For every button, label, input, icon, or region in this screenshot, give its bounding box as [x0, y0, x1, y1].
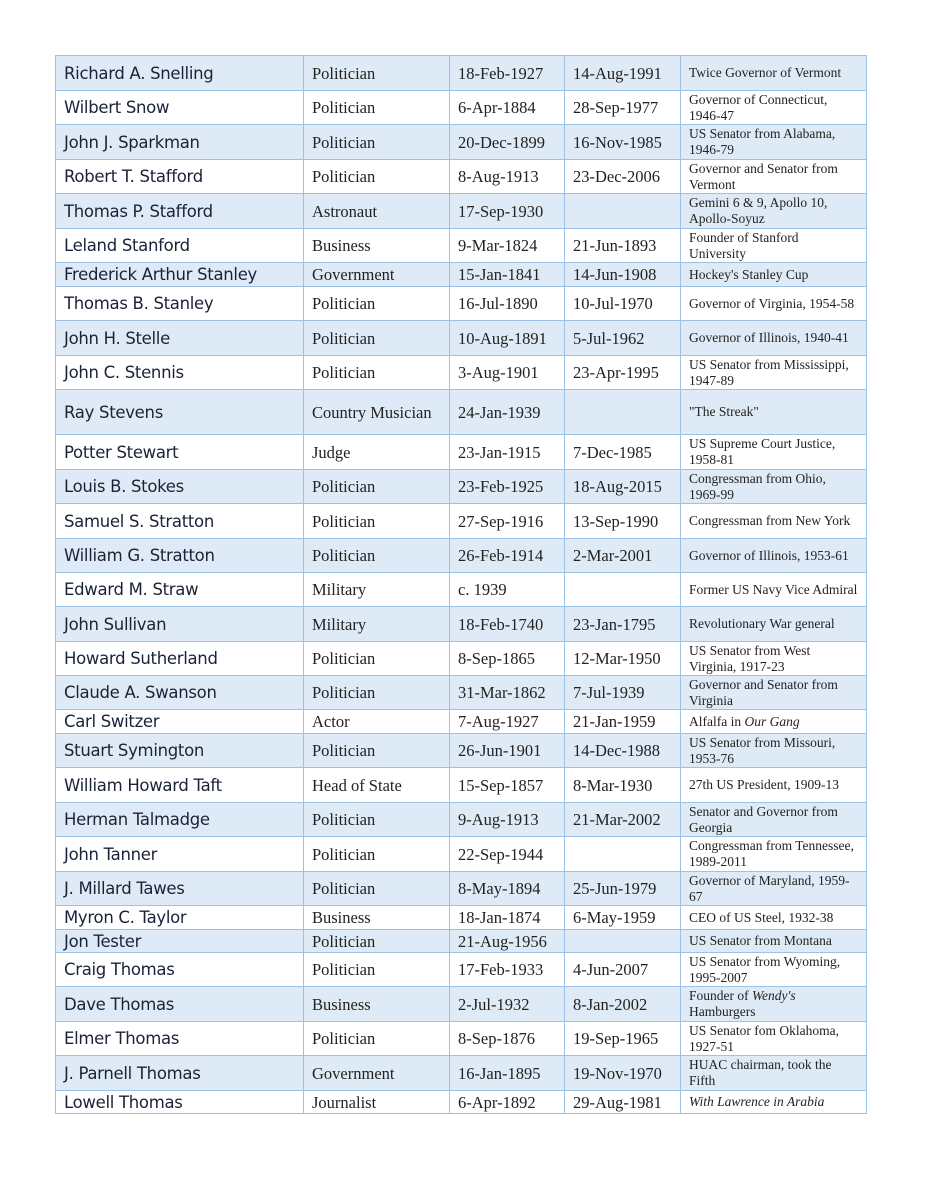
note-text: US Senator from Missouri, 1953-76	[689, 734, 836, 766]
person-category: Politician	[304, 930, 450, 953]
death-date: 23-Apr-1995	[565, 356, 681, 390]
person-category: Politician	[304, 953, 450, 987]
person-note	[681, 229, 867, 263]
table-row	[56, 321, 867, 356]
note-text: Alfalfa in	[689, 713, 745, 729]
note-italic-title: Wendy's	[752, 988, 796, 1003]
birth-date: 8-May-1894	[450, 872, 565, 906]
note-text: US Senator from West Virginia, 1917-23	[689, 642, 811, 674]
death-date: 4-Jun-2007	[565, 953, 681, 987]
table-row	[56, 229, 867, 263]
birth-date: 22-Sep-1944	[450, 837, 565, 872]
person-name: John H. Stelle	[56, 321, 304, 356]
person-name: Claude A. Swanson	[56, 676, 304, 710]
person-name: Leland Stanford	[56, 229, 304, 263]
birth-date: 31-Mar-1862	[450, 676, 565, 710]
death-date	[565, 194, 681, 229]
person-name: Herman Talmadge	[56, 803, 304, 837]
death-date	[565, 837, 681, 872]
person-note	[681, 56, 867, 91]
note-text: Revolutionary War general	[689, 616, 835, 631]
table-row	[56, 1091, 867, 1114]
birth-date: 8-Sep-1876	[450, 1022, 565, 1056]
person-note	[681, 435, 867, 470]
table-row	[56, 1022, 867, 1056]
birth-date: 6-Apr-1884	[450, 91, 565, 125]
death-date: 7-Jul-1939	[565, 676, 681, 710]
birth-date: 17-Feb-1933	[450, 953, 565, 987]
note-text: Hockey's Stanley Cup	[689, 266, 809, 282]
death-date: 23-Jan-1795	[565, 607, 681, 642]
table-row	[56, 987, 867, 1022]
note-text: US Senator from Mississippi, 1947-89	[689, 356, 849, 388]
person-name: Lowell Thomas	[56, 1091, 304, 1114]
person-name: Jon Tester	[56, 930, 304, 953]
person-note	[681, 125, 867, 160]
person-name: Thomas P. Stafford	[56, 194, 304, 229]
birth-date: 7-Aug-1927	[450, 710, 565, 734]
note-text: Governor of Illinois, 1940-41	[689, 330, 849, 345]
table-row	[56, 287, 867, 321]
death-date: 21-Jan-1959	[565, 710, 681, 734]
person-category: Government	[304, 1056, 450, 1091]
person-category: Actor	[304, 710, 450, 734]
person-name: Carl Switzer	[56, 710, 304, 734]
table-row	[56, 906, 867, 930]
death-date: 13-Sep-1990	[565, 504, 681, 539]
person-note	[681, 803, 867, 837]
person-name: Stuart Symington	[56, 734, 304, 768]
birth-date: 18-Feb-1927	[450, 56, 565, 91]
table-row	[56, 710, 867, 734]
note-text: US Senator from Wyoming, 1995-2007	[689, 953, 841, 985]
person-category: Politician	[304, 539, 450, 573]
table-row	[56, 803, 867, 837]
person-category: Politician	[304, 125, 450, 160]
note-text: US Senator from Alabama, 1946-79	[689, 126, 836, 157]
person-category: Politician	[304, 356, 450, 390]
person-name: Potter Stewart	[56, 435, 304, 470]
person-category: Politician	[304, 803, 450, 837]
table-row	[56, 356, 867, 390]
birth-date: 23-Jan-1915	[450, 435, 565, 470]
birth-date: 17-Sep-1930	[450, 194, 565, 229]
death-date: 14-Dec-1988	[565, 734, 681, 768]
person-name: John Sullivan	[56, 607, 304, 642]
person-category: Politician	[304, 160, 450, 194]
note-text: US Senator from Montana	[689, 933, 832, 948]
person-note	[681, 1056, 867, 1091]
note-text: Governor of Virginia, 1954-58	[689, 295, 855, 311]
person-note	[681, 263, 867, 287]
table-row	[56, 768, 867, 803]
table-row	[56, 160, 867, 194]
death-date	[565, 930, 681, 953]
note-text: US Supreme Court Justice, 1958-81	[689, 436, 836, 467]
birth-date: 18-Feb-1740	[450, 607, 565, 642]
death-date: 16-Nov-1985	[565, 125, 681, 160]
person-category: Politician	[304, 734, 450, 768]
person-category: Politician	[304, 1022, 450, 1056]
note-text: Congressman from New York	[689, 513, 851, 528]
death-date: 2-Mar-2001	[565, 539, 681, 573]
death-date: 14-Jun-1908	[565, 263, 681, 287]
person-category: Government	[304, 263, 450, 287]
person-note	[681, 642, 867, 676]
person-note	[681, 321, 867, 356]
death-date: 19-Sep-1965	[565, 1022, 681, 1056]
person-name: Craig Thomas	[56, 953, 304, 987]
table-row	[56, 125, 867, 160]
death-date: 29-Aug-1981	[565, 1091, 681, 1114]
table-row	[56, 263, 867, 287]
note-text: HUAC chairman, took the Fifth	[689, 1057, 832, 1088]
table-row	[56, 573, 867, 607]
person-name: Samuel S. Stratton	[56, 504, 304, 539]
person-name: Robert T. Stafford	[56, 160, 304, 194]
person-name: Howard Sutherland	[56, 642, 304, 676]
person-name: Frederick Arthur Stanley	[56, 263, 304, 287]
note-text: Governor and Senator from Virginia	[689, 676, 838, 708]
person-category: Politician	[304, 872, 450, 906]
death-date: 7-Dec-1985	[565, 435, 681, 470]
death-date: 28-Sep-1977	[565, 91, 681, 125]
person-name: John C. Stennis	[56, 356, 304, 390]
person-note	[681, 987, 867, 1022]
table-row	[56, 734, 867, 768]
table-row	[56, 930, 867, 953]
birth-date: 15-Sep-1857	[450, 768, 565, 803]
person-category: Politician	[304, 287, 450, 321]
person-note	[681, 1022, 867, 1056]
table-row	[56, 1056, 867, 1091]
birth-date: 10-Aug-1891	[450, 321, 565, 356]
person-category: Journalist	[304, 1091, 450, 1114]
death-date: 10-Jul-1970	[565, 287, 681, 321]
person-category: Politician	[304, 321, 450, 356]
birth-date: 16-Jul-1890	[450, 287, 565, 321]
table-row	[56, 676, 867, 710]
table-row	[56, 390, 867, 435]
note-text: Founder of	[689, 988, 752, 1003]
death-date: 14-Aug-1991	[565, 56, 681, 91]
death-date: 8-Jan-2002	[565, 987, 681, 1022]
death-date	[565, 573, 681, 607]
person-note	[681, 470, 867, 504]
birth-date: 8-Sep-1865	[450, 642, 565, 676]
person-name: Elmer Thomas	[56, 1022, 304, 1056]
table-row	[56, 953, 867, 987]
table-row	[56, 539, 867, 573]
birth-date: 18-Jan-1874	[450, 906, 565, 930]
person-note	[681, 91, 867, 125]
person-category: Politician	[304, 91, 450, 125]
note-text: 27th US President, 1909-13	[689, 777, 839, 792]
note-text: "The Streak"	[689, 404, 759, 419]
table-row	[56, 642, 867, 676]
birth-date: 3-Aug-1901	[450, 356, 565, 390]
person-category: Country Musician	[304, 390, 450, 435]
death-date	[565, 390, 681, 435]
person-category: Military	[304, 573, 450, 607]
person-note	[681, 872, 867, 906]
person-category: Politician	[304, 676, 450, 710]
person-category: Military	[304, 607, 450, 642]
person-name: Ray Stevens	[56, 390, 304, 435]
note-text: Senator and Governor from Georgia	[689, 803, 838, 835]
note-italic-title: With Lawrence in Arabia	[689, 1094, 825, 1109]
note-text: Hamburgers	[689, 1004, 756, 1019]
person-note	[681, 906, 867, 930]
table-row	[56, 435, 867, 470]
person-category: Business	[304, 906, 450, 930]
note-text: Governor of Illinois, 1953-61	[689, 547, 849, 563]
birth-date: 8-Aug-1913	[450, 160, 565, 194]
person-name: J. Millard Tawes	[56, 872, 304, 906]
person-category: Business	[304, 987, 450, 1022]
person-note	[681, 734, 867, 768]
person-note	[681, 953, 867, 987]
death-date: 5-Jul-1962	[565, 321, 681, 356]
note-text: Gemini 6 & 9, Apollo 10, Apollo-Soyuz	[689, 195, 828, 226]
death-date: 12-Mar-1950	[565, 642, 681, 676]
table-row	[56, 470, 867, 504]
person-note	[681, 160, 867, 194]
birth-date: c. 1939	[450, 573, 565, 607]
birth-date: 24-Jan-1939	[450, 390, 565, 435]
death-date: 18-Aug-2015	[565, 470, 681, 504]
table-row	[56, 607, 867, 642]
person-note	[681, 710, 867, 734]
birth-date: 26-Jun-1901	[450, 734, 565, 768]
note-text: Former US Navy Vice Admiral	[689, 581, 858, 597]
note-text: CEO of US Steel, 1932-38	[689, 909, 834, 925]
person-name: Richard A. Snelling	[56, 56, 304, 91]
person-name: Myron C. Taylor	[56, 906, 304, 930]
person-category: Politician	[304, 837, 450, 872]
note-text: Congressman from Tennessee, 1989-2011	[689, 838, 854, 869]
person-category: Business	[304, 229, 450, 263]
person-note	[681, 356, 867, 390]
person-note	[681, 1091, 867, 1114]
person-name: Edward M. Straw	[56, 573, 304, 607]
birth-date: 2-Jul-1932	[450, 987, 565, 1022]
death-date: 23-Dec-2006	[565, 160, 681, 194]
note-text: Twice Governor of Vermont	[689, 65, 842, 80]
note-italic-title: Our Gang	[744, 713, 800, 729]
person-category: Astronaut	[304, 194, 450, 229]
note-text: Congressman from Ohio, 1969-99	[689, 470, 826, 502]
note-text: US Senator fom Oklahoma, 1927-51	[689, 1022, 839, 1054]
person-note	[681, 390, 867, 435]
person-note	[681, 287, 867, 321]
table-row	[56, 837, 867, 872]
person-category: Politician	[304, 642, 450, 676]
person-note	[681, 573, 867, 607]
person-name: John Tanner	[56, 837, 304, 872]
person-name: John J. Sparkman	[56, 125, 304, 160]
person-note	[681, 607, 867, 642]
death-date: 21-Jun-1893	[565, 229, 681, 263]
birth-date: 15-Jan-1841	[450, 263, 565, 287]
person-name: William Howard Taft	[56, 768, 304, 803]
table-row	[56, 504, 867, 539]
person-note	[681, 837, 867, 872]
birth-date: 21-Aug-1956	[450, 930, 565, 953]
birth-date: 23-Feb-1925	[450, 470, 565, 504]
note-text: Founder of Stanford University	[689, 229, 799, 261]
person-name: Dave Thomas	[56, 987, 304, 1022]
people-table-body	[56, 56, 867, 1114]
person-category: Judge	[304, 435, 450, 470]
people-table	[55, 55, 867, 1114]
birth-date: 6-Apr-1892	[450, 1091, 565, 1114]
person-note	[681, 504, 867, 539]
person-category: Politician	[304, 56, 450, 91]
person-note	[681, 768, 867, 803]
person-name: Louis B. Stokes	[56, 470, 304, 504]
death-date: 21-Mar-2002	[565, 803, 681, 837]
note-text: Governor of Connecticut, 1946-47	[689, 91, 828, 123]
table-row	[56, 56, 867, 91]
note-text: Governor and Senator from Vermont	[689, 160, 838, 192]
death-date: 25-Jun-1979	[565, 872, 681, 906]
person-note	[681, 539, 867, 573]
table-row	[56, 91, 867, 125]
table-row	[56, 194, 867, 229]
birth-date: 9-Aug-1913	[450, 803, 565, 837]
person-name: Wilbert Snow	[56, 91, 304, 125]
table-row	[56, 872, 867, 906]
person-name: Thomas B. Stanley	[56, 287, 304, 321]
death-date: 8-Mar-1930	[565, 768, 681, 803]
death-date: 6-May-1959	[565, 906, 681, 930]
death-date: 19-Nov-1970	[565, 1056, 681, 1091]
person-category: Politician	[304, 504, 450, 539]
person-note	[681, 676, 867, 710]
birth-date: 9-Mar-1824	[450, 229, 565, 263]
birth-date: 26-Feb-1914	[450, 539, 565, 573]
person-note	[681, 194, 867, 229]
person-category: Head of State	[304, 768, 450, 803]
person-name: William G. Stratton	[56, 539, 304, 573]
note-text: Governor of Maryland, 1959-67	[689, 872, 850, 904]
person-note	[681, 930, 867, 953]
birth-date: 27-Sep-1916	[450, 504, 565, 539]
birth-date: 20-Dec-1899	[450, 125, 565, 160]
birth-date: 16-Jan-1895	[450, 1056, 565, 1091]
person-category: Politician	[304, 470, 450, 504]
person-name: J. Parnell Thomas	[56, 1056, 304, 1091]
